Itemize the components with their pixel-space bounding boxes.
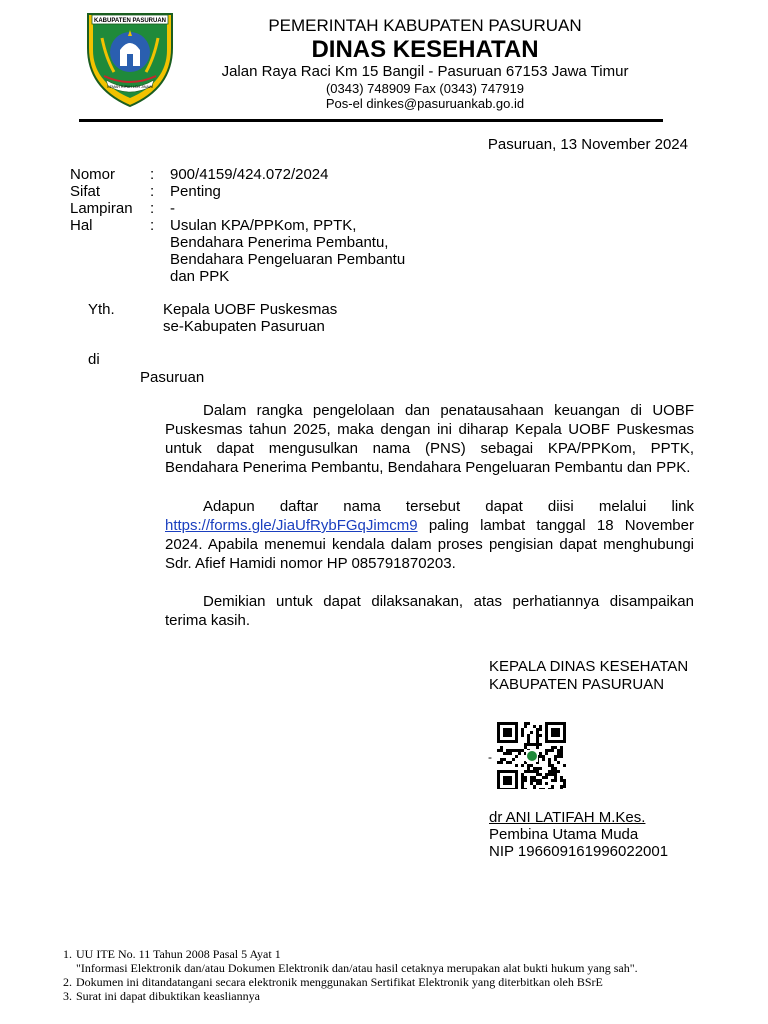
body-text: paling lambat tanggal 18 November 2024. Apabila menemui kendala dalam proses pengisian dapat menghubungi Sdr. Afief Hamidi nomor HP 085791870203. — [165, 517, 694, 572]
logo-text-bottom: GEMAH RIPAH LOH JINAWI — [106, 85, 154, 89]
letterhead-government: PEMERINTAH KABUPATEN PASURUAN — [268, 16, 582, 35]
footnote-text: Dokumen ini ditandatangani secara elektronik menggunakan Sertifikat Elektronik yang diterbitkan oleh BSrE — [76, 975, 603, 989]
meta-label: Sifat — [70, 183, 101, 200]
footnote-number: 3. — [63, 989, 72, 1003]
recipient-line-2: se-Kabupaten Pasuruan — [163, 318, 325, 335]
footnote — [63, 975, 753, 989]
recipient-line-1: Kepala UOBF Puskesmas — [163, 301, 338, 318]
letter-meta — [70, 166, 450, 285]
meta-value: - — [170, 200, 175, 217]
signature-dash: - — [488, 750, 492, 764]
footnote-text: Surat ini dapat dibuktikan keasliannya — [76, 989, 260, 1003]
meta-label: Hal — [70, 217, 93, 234]
recipient-place: Pasuruan — [140, 369, 205, 386]
body-paragraph-2 — [165, 497, 694, 573]
recipient-di: di — [88, 351, 100, 368]
footnote — [63, 961, 753, 975]
meta-value: 900/4159/424.072/2024 — [170, 166, 329, 183]
meta-nomor — [70, 166, 450, 183]
meta-colon: : — [150, 217, 155, 234]
footnote — [63, 989, 753, 1003]
hal-line: Bendahara Penerima Pembantu, — [170, 234, 389, 251]
meta-colon: : — [150, 200, 155, 217]
body-text: Dalam rangka pengelolaan dan penatausahaan keuangan di UOBF Puskesmas tahun 2025, maka dengan ini diharap Kepala UOBF Puskesmas untuk dapat mengusulkan nama (PNS) sebagai KPA/PPKom, PPTK, Bendahara Penerima Pembantu, Bendahara Pengeluaran Pembantu dan PPK. — [165, 402, 694, 476]
footnote — [63, 947, 753, 961]
meta-colon: : — [150, 166, 155, 183]
letterhead-email: Pos-el dinkes@pasuruankab.go.id — [325, 96, 525, 111]
body-paragraph-3 — [165, 592, 694, 630]
signature-title-1: KEPALA DINAS KESEHATAN — [489, 658, 689, 675]
logo-text-top: KABUPATEN PASURUAN — [94, 18, 166, 24]
form-link[interactable]: https://forms.gle/JiaUfRybFGqJimcm9 — [165, 517, 418, 534]
footnote-number: 2. — [63, 975, 72, 989]
footnote-number: 1. — [63, 947, 72, 961]
footnote-text: "Informasi Elektronik dan/atau Dokumen Elektronik dan/atau hasil cetaknya merupakan alat bukti hukum yang sah". — [76, 961, 638, 975]
body-text: Demikian untuk dapat dilaksanakan, atas perhatiannya disampaikan terima kasih. — [165, 593, 694, 629]
hal-line: dan PPK — [170, 268, 230, 285]
signature-title-2: KABUPATEN PASURUAN — [489, 676, 665, 693]
letter-date: Pasuruan, 13 November 2024 — [487, 136, 688, 153]
meta-value: Penting — [170, 183, 221, 200]
hal-line: Bendahara Pengeluaran Pembantu — [170, 251, 406, 268]
meta-value — [170, 217, 450, 285]
footnotes — [63, 947, 753, 1003]
letterhead-agency: DINAS KESEHATAN — [311, 36, 539, 63]
body-text: Adapun daftar nama tersebut dapat diisi melalui link — [203, 498, 694, 515]
footnote-text: UU ITE No. 11 Tahun 2008 Pasal 5 Ayat 1 — [76, 947, 281, 961]
meta-lampiran — [70, 200, 450, 217]
qr-code-icon — [497, 722, 567, 789]
meta-label: Nomor — [70, 166, 116, 183]
hal-line: Usulan KPA/PPKom, PPTK, — [170, 217, 357, 234]
meta-colon: : — [150, 183, 155, 200]
letterhead-phone: (0343) 748909 Fax (0343) 747919 — [325, 81, 525, 96]
meta-sifat — [70, 183, 450, 200]
kabupaten-pasuruan-emblem — [84, 8, 176, 110]
recipient-salutation: Yth. — [88, 301, 115, 318]
signer-nip: NIP 196609161996022001 — [489, 843, 669, 860]
letterhead-address: Jalan Raya Raci Km 15 Bangil - Pasuruan 67153 Jawa Timur — [221, 63, 629, 80]
meta-hal — [70, 217, 450, 285]
signer-rank: Pembina Utama Muda — [489, 826, 639, 843]
signer-name: dr ANI LATIFAH M.Kes. — [489, 809, 646, 826]
body-paragraph-1 — [165, 401, 694, 477]
letterhead-divider — [79, 119, 663, 122]
meta-label: Lampiran — [70, 200, 133, 217]
